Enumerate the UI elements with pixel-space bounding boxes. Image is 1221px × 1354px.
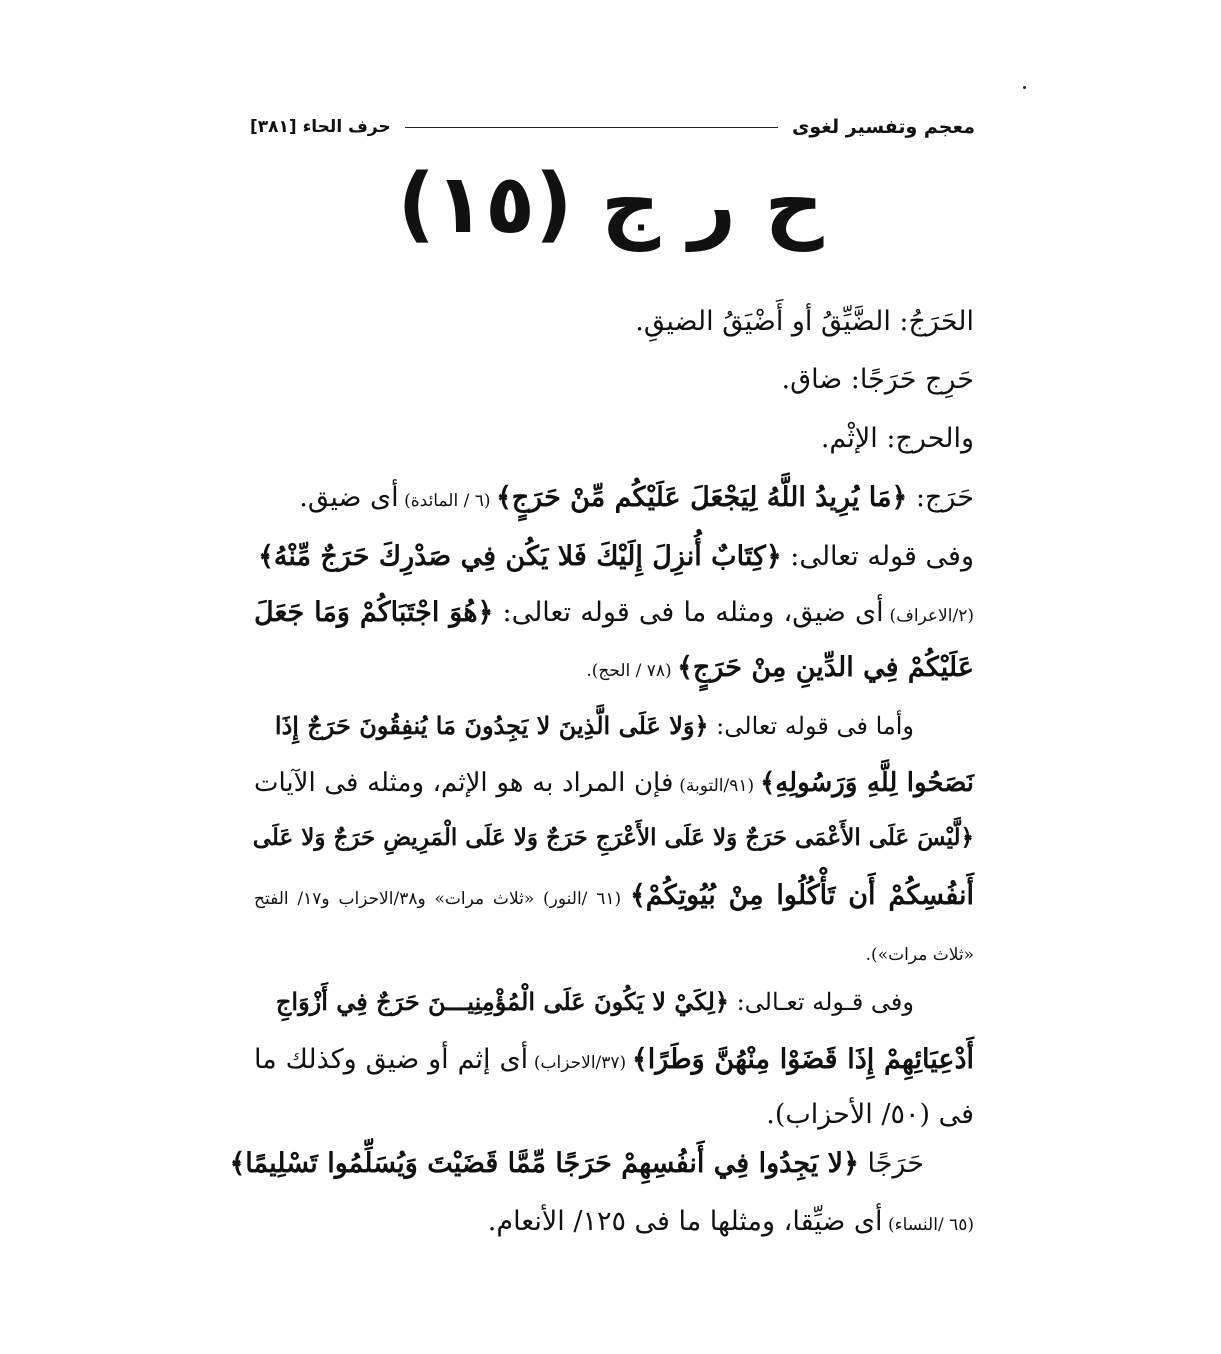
running-header	[250, 112, 975, 142]
verse-reference: (٣٧/الاحزاب)	[528, 1053, 632, 1073]
body-line-16	[229, 1146, 924, 1182]
verse-reference: (٦ / المائدة)	[398, 491, 496, 511]
quran-verse: عَلَيْكُمْ فِي الدِّينِ مِنْ حَرَجٍ﴾	[677, 652, 974, 683]
quran-verse: نَصَحُوا لِلَّهِ وَرَسُولِهِ﴾	[759, 768, 974, 798]
book-title: معجم وتفسير لغوى	[791, 116, 975, 138]
line-text: أى ضيِّقا، ومثلها ما فى ١٢٥/ الأنعام.	[487, 1206, 883, 1237]
quran-verse: ﴿وَلا عَلَى الَّذِينَ لا يَجِدُونَ مَا يُنفِقُونَ حَرَجٌ إِذَا	[274, 711, 709, 740]
quran-verse: ﴿مَا يُرِيدُ اللَّهُ لِيَجْعَلَ عَلَيْكُم مِّنْ حَرَجٍ﴾	[495, 482, 908, 513]
entry-title: ح ر ج (١٥)	[397, 157, 824, 252]
verse-reference: (٢/الاعراف)	[883, 606, 974, 626]
body-line-12	[866, 934, 974, 970]
body-line-17	[488, 1204, 974, 1240]
line-text: وفى قـوله تعـالى:	[728, 988, 914, 1016]
body-line-1	[635, 304, 974, 340]
body-line-11	[254, 878, 974, 914]
line-text: فإن المراد به هو الإثم، ومثله فى الآيات	[254, 768, 674, 798]
quran-verse: أَنفُسِكُمْ أَن تَأْكُلُوا مِنْ بُيُوتِكُمْ﴾	[629, 880, 974, 911]
body-line-7	[586, 650, 974, 686]
quran-verse: ﴿لا يَجِدُوا فِي أَنفُسِهِمْ حَرَجًا مِّمَّا قَضَيْتَ وَيُسَلِّمُوا تَسْلِيمًا﴾	[229, 1148, 859, 1179]
body-line-4	[299, 480, 974, 516]
body-line-9	[254, 767, 974, 803]
quran-verse: ﴿هُوَ اجْتَبَاكُمْ وَمَا جَعَلَ	[254, 597, 494, 628]
body-line-13	[276, 986, 914, 1022]
verse-reference: (٧٨ / الحج).	[586, 661, 678, 681]
line-text: «ثلاث مرات»).	[865, 945, 974, 965]
verse-reference: (٦١ /النور) «ثلاث مرات» و٣٨/الاحزاب و١٧/ الفتح	[254, 889, 630, 909]
body-line-3	[821, 421, 974, 457]
line-text: فى (٥٠/ الأحزاب).	[766, 1099, 974, 1130]
body-line-10	[254, 823, 974, 859]
line-text: حَرَجًا	[858, 1148, 924, 1179]
line-text: أى ضيق، ومثله ما فى قوله تعالى:	[493, 597, 884, 628]
chapter-page-label: حرف الحاء [٣٨١]	[250, 117, 391, 137]
body-line-15	[766, 1097, 974, 1133]
quran-verse: ﴿لِكَيْ لا يَكُونَ عَلَى الْمُؤْمِنِيـــنَ حَرَجٌ فِي أَزْوَاجِ	[275, 987, 729, 1016]
quran-verse: أَدْعِيَائِهِمْ إِذَا قَضَوْا مِنْهُنَّ وَطَرًا﴾	[631, 1044, 974, 1075]
scan-speck	[1023, 86, 1026, 89]
line-text: أى ضيق.	[299, 482, 399, 513]
header-rule	[405, 127, 778, 128]
body-line-6	[254, 595, 974, 631]
body-line-2	[782, 362, 974, 398]
verse-reference: (٩١/التوبة)	[673, 776, 760, 796]
line-text: أى إثم أو ضيق وكذلك ما	[254, 1044, 529, 1075]
quran-verse: ﴿كِتَابٌ أُنزِلَ إِلَيْكَ فَلا يَكُن فِي صَدْرِكَ حَرَجٌ مِّنْهُ﴾	[258, 541, 782, 572]
verse-reference: (٦٥ /النساء)	[882, 1215, 974, 1235]
body-line-14	[254, 1042, 974, 1078]
line-text: والحرج: الإثْم.	[820, 423, 974, 454]
line-text: وفى قوله تعالى:	[781, 541, 974, 572]
line-text: وأما فى قوله تعالى:	[708, 712, 914, 740]
line-text: حَرِج حَرَجًا: ضاق.	[781, 364, 974, 395]
line-text: حَرَج:	[907, 482, 974, 513]
body-line-8	[275, 710, 914, 746]
quran-verse: ﴿لَّيْسَ عَلَى الأَعْمَى حَرَجٌ وَلا عَلَى الأَعْرَجِ حَرَجٌ وَلا عَلَى الْمَرِيضِ حَرَجٌ وَلا عَلَى	[252, 824, 974, 851]
body-line-5	[258, 539, 974, 575]
line-text: الحَرَجُ: الضَّيِّقُ أو أَضْيَقُ الضيقِ.	[635, 306, 974, 337]
